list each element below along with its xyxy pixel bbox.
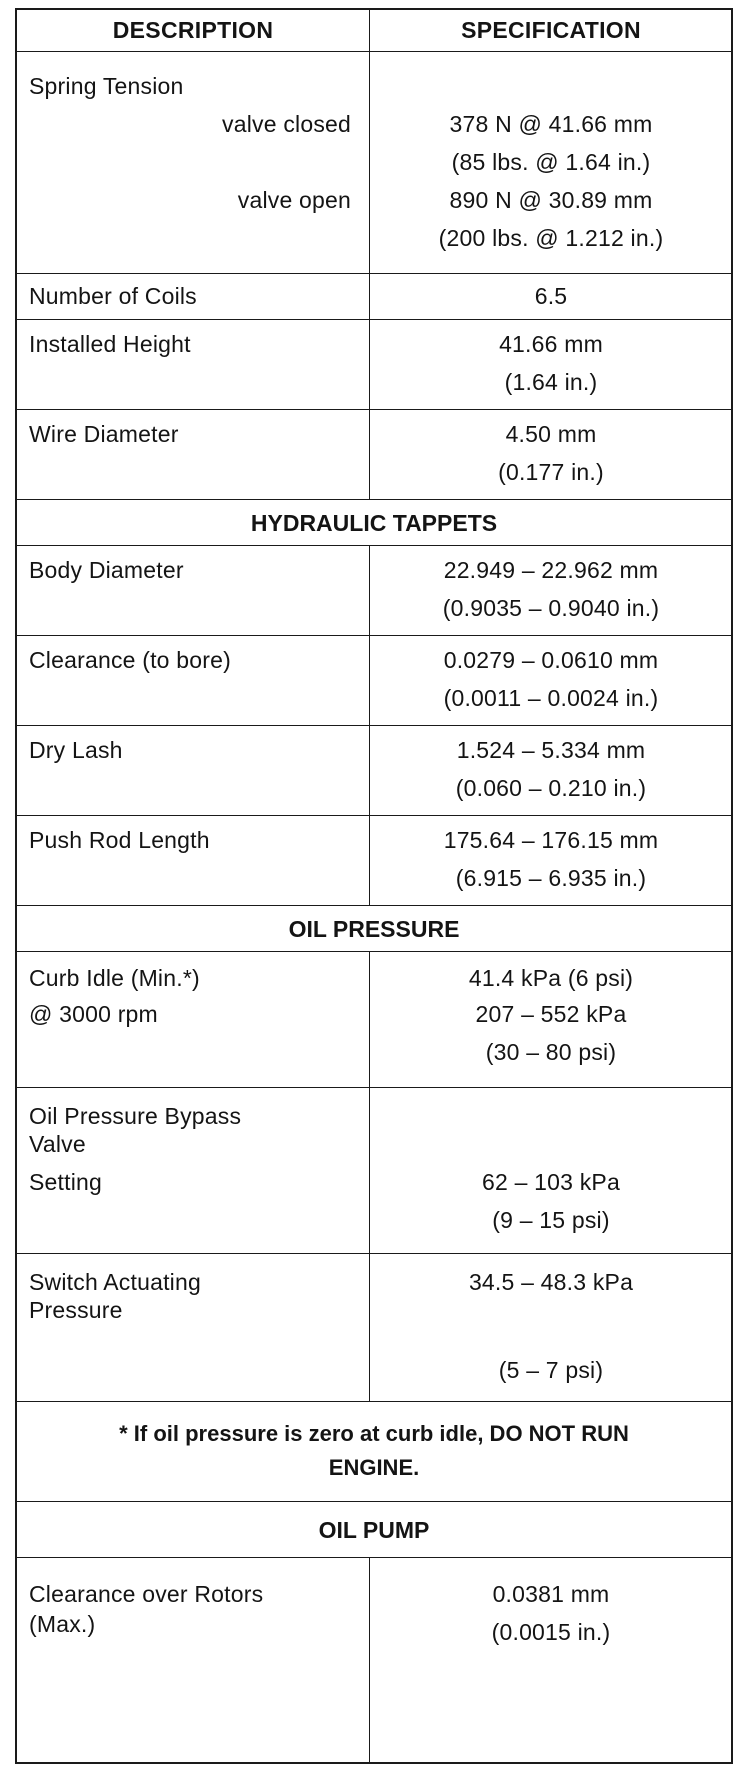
curb-idle-value: 41.4 kPa (6 psi)	[468, 965, 634, 991]
switch-actuating-imperial: (5 – 7 psi)	[498, 1357, 604, 1383]
warning-note-line-2: ENGINE.	[328, 1455, 420, 1480]
installed-height-label: Installed Height	[29, 331, 191, 357]
curb-idle-rpm-label: @ 3000 rpm	[29, 1001, 158, 1027]
coils-value: 6.5	[534, 283, 568, 309]
hydraulic-tappets-section	[17, 500, 731, 546]
switch-actuating-row	[17, 1254, 731, 1402]
bypass-setting-metric: 62 – 103 kPa	[482, 1169, 620, 1195]
oil-pump-section	[17, 1502, 731, 1558]
spec-table	[15, 8, 733, 1764]
valve-closed-metric: 378 N @ 41.66 mm	[449, 111, 653, 137]
oil-pump-title: OIL PUMP	[318, 1517, 430, 1543]
rotor-clearance-label: Clearance over Rotors	[29, 1581, 264, 1607]
push-rod-length-imperial: (6.915 – 6.935 in.)	[455, 865, 647, 891]
oil-pressure-section	[17, 906, 731, 952]
bypass-valve-label: Oil Pressure Bypass	[29, 1103, 242, 1129]
wire-diameter-label: Wire Diameter	[29, 421, 179, 447]
rotor-clearance-imperial: (0.0015 in.)	[491, 1619, 611, 1645]
installed-height-imperial: (1.64 in.)	[504, 369, 598, 395]
bypass-setting-imperial: (9 – 15 psi)	[492, 1207, 610, 1233]
curb-idle-rpm-metric: 207 – 552 kPa	[475, 1001, 627, 1027]
valve-open-label: valve open	[237, 187, 351, 213]
body-diameter-imperial: (0.9035 – 0.9040 in.)	[442, 595, 660, 621]
header-description: DESCRIPTION	[112, 17, 274, 43]
header-specification: SPECIFICATION	[461, 17, 641, 43]
dry-lash-row	[17, 726, 731, 816]
oil-pressure-title: OIL PRESSURE	[288, 916, 460, 942]
clearance-bore-label: Clearance (to bore)	[29, 647, 231, 673]
switch-actuating-label: Switch Actuating	[29, 1269, 201, 1295]
warning-note-row	[17, 1402, 731, 1502]
coils-row	[17, 274, 731, 320]
switch-actuating-label-2: Pressure	[29, 1297, 123, 1323]
body-diameter-metric: 22.949 – 22.962 mm	[443, 557, 659, 583]
curb-idle-label: Curb Idle (Min.*)	[29, 965, 200, 991]
coils-label: Number of Coils	[29, 283, 197, 309]
dry-lash-label: Dry Lash	[29, 737, 123, 763]
push-rod-length-metric: 175.64 – 176.15 mm	[443, 827, 659, 853]
rotor-clearance-row	[17, 1558, 731, 1764]
bypass-setting-label: Setting	[29, 1169, 103, 1195]
clearance-bore-row	[17, 636, 731, 726]
bypass-valve-label-2: Valve	[29, 1131, 86, 1157]
header-row	[17, 10, 731, 52]
rotor-clearance-label-2: (Max.)	[29, 1611, 96, 1637]
valve-closed-imperial: (85 lbs. @ 1.64 in.)	[451, 149, 651, 175]
body-diameter-row	[17, 546, 731, 636]
switch-actuating-metric: 34.5 – 48.3 kPa	[468, 1269, 634, 1295]
curb-idle-rpm-imperial: (30 – 80 psi)	[485, 1039, 617, 1065]
dry-lash-imperial: (0.060 – 0.210 in.)	[455, 775, 647, 801]
installed-height-row	[17, 320, 731, 410]
valve-open-imperial: (200 lbs. @ 1.212 in.)	[438, 225, 664, 251]
clearance-bore-metric: 0.0279 – 0.0610 mm	[443, 647, 659, 673]
spring-tension-label: Spring Tension	[29, 73, 184, 99]
spring-tension-row	[17, 52, 731, 274]
rotor-clearance-metric: 0.0381 mm	[492, 1581, 610, 1607]
wire-diameter-imperial: (0.177 in.)	[498, 459, 604, 485]
warning-note-line-1: * If oil pressure is zero at curb idle, DO NOT RUN	[119, 1421, 629, 1446]
clearance-bore-imperial: (0.0011 – 0.0024 in.)	[443, 685, 659, 711]
valve-closed-label: valve closed	[222, 111, 351, 137]
valve-open-metric: 890 N @ 30.89 mm	[449, 187, 653, 213]
bypass-valve-row	[17, 1088, 731, 1254]
installed-height-metric: 41.66 mm	[499, 331, 603, 357]
body-diameter-label: Body Diameter	[29, 557, 184, 583]
dry-lash-metric: 1.524 – 5.334 mm	[456, 737, 646, 763]
push-rod-length-label: Push Rod Length	[29, 827, 210, 853]
hydraulic-tappets-title: HYDRAULIC TAPPETS	[250, 510, 498, 536]
push-rod-length-row	[17, 816, 731, 906]
curb-idle-row	[17, 952, 731, 1088]
wire-diameter-row	[17, 410, 731, 500]
wire-diameter-metric: 4.50 mm	[505, 421, 597, 447]
